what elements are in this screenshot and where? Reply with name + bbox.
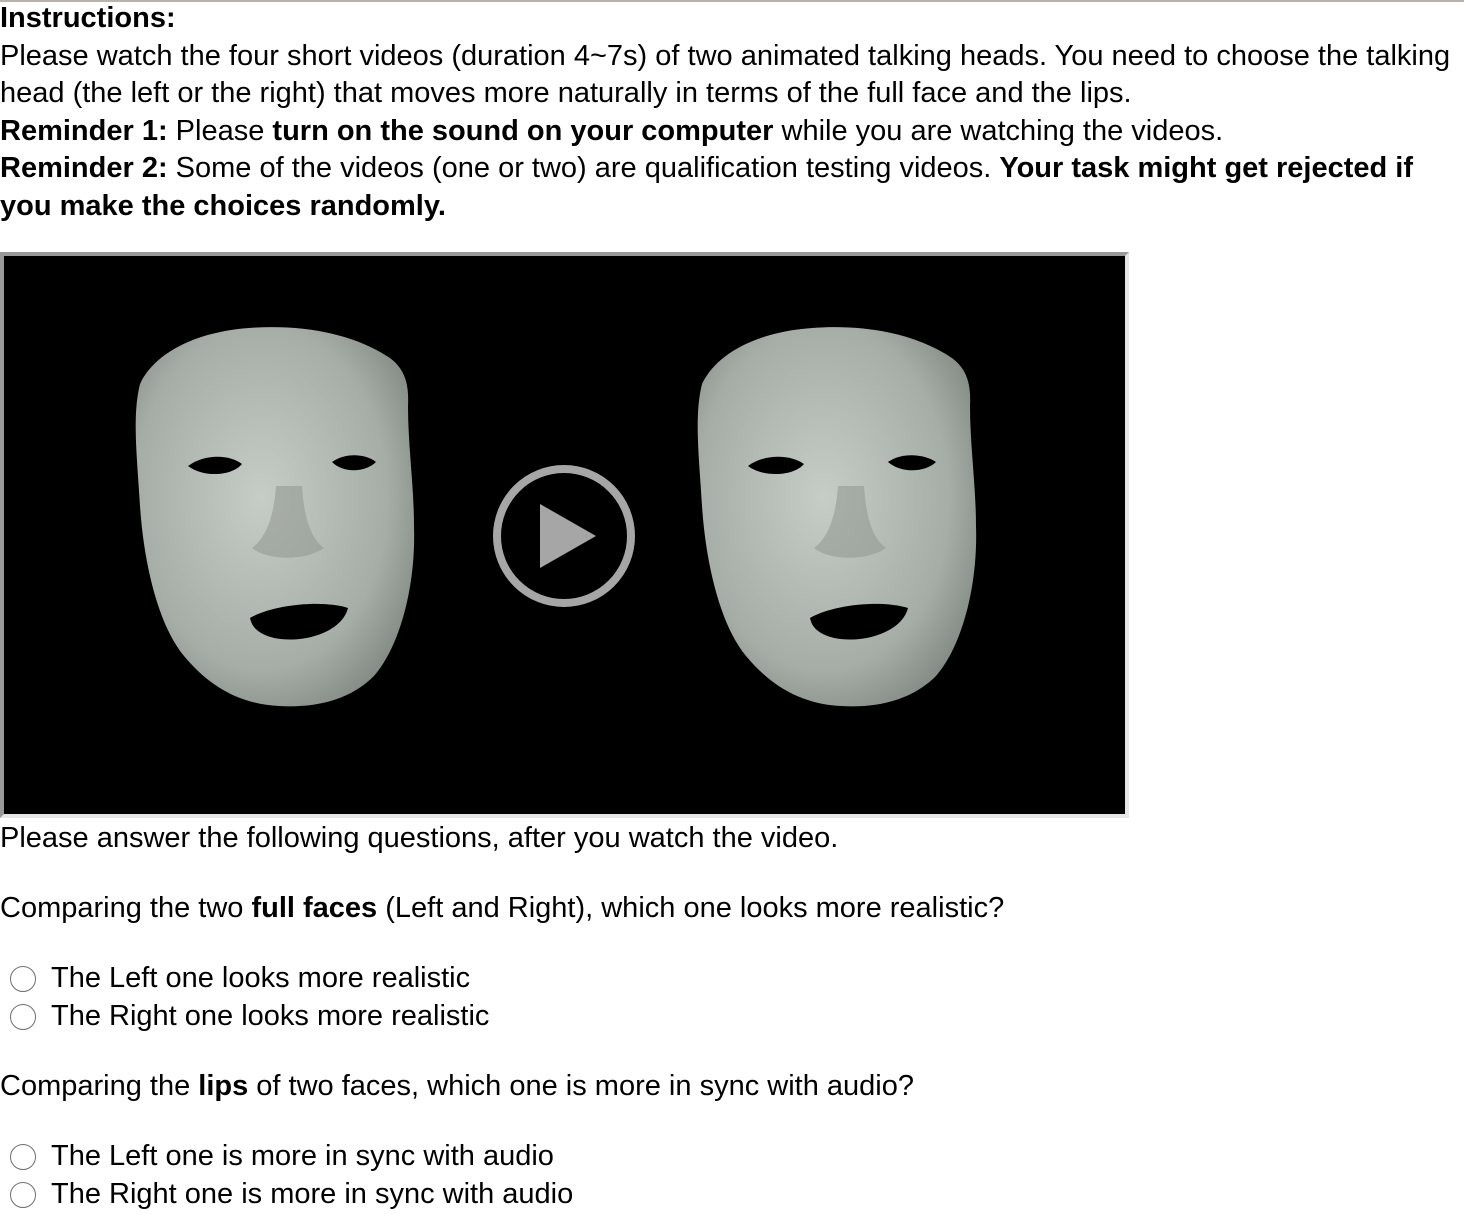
question-1-pre: Comparing the two bbox=[0, 892, 252, 924]
radio-option-right-realistic[interactable] bbox=[10, 998, 489, 1036]
reminder-1-emphasis: turn on the sound on your computer bbox=[272, 114, 774, 147]
radio-label: The Right one is more in sync with audio bbox=[51, 1178, 574, 1211]
radio-button[interactable] bbox=[10, 1144, 36, 1170]
reminder-1-label: Reminder 1: bbox=[0, 114, 168, 147]
radio-option-left-sync[interactable] bbox=[10, 1138, 554, 1176]
radio-button[interactable] bbox=[10, 1004, 36, 1030]
instructions-heading: Instructions: bbox=[0, 2, 176, 34]
answer-prompt: Please answer the following questions, after you watch the video. bbox=[0, 822, 839, 854]
question-lips bbox=[0, 1068, 1300, 1106]
question-full-faces bbox=[0, 890, 1300, 928]
reminder-1-pre: Please bbox=[167, 114, 273, 147]
question-2-emphasis: lips bbox=[198, 1070, 249, 1102]
radio-label: The Left one is more in sync with audio bbox=[51, 1140, 554, 1173]
question-1-post: (Left and Right), which one looks more realistic? bbox=[377, 892, 1005, 924]
question-2-post: of two faces, which one is more in sync with audio? bbox=[248, 1070, 914, 1102]
reminder-2 bbox=[0, 150, 1464, 225]
reminder-2-pre: Some of the videos (one or two) are qualification testing videos. bbox=[167, 152, 1000, 184]
reminder-2-emphasis: Your task might get rejected if you make the choices randomly. bbox=[0, 152, 1414, 222]
video-player[interactable] bbox=[0, 252, 1129, 818]
radio-option-right-sync[interactable] bbox=[10, 1176, 573, 1214]
radio-option-left-realistic[interactable] bbox=[10, 960, 470, 998]
instructions-block bbox=[0, 0, 1464, 225]
radio-button[interactable] bbox=[10, 1182, 36, 1208]
question-1-emphasis: full faces bbox=[251, 892, 378, 924]
question-2-pre: Comparing the bbox=[0, 1070, 199, 1102]
reminder-1-post: while you are watching the videos. bbox=[773, 114, 1224, 147]
reminder-1 bbox=[0, 113, 1464, 151]
radio-button[interactable] bbox=[10, 966, 36, 992]
radio-label: The Right one looks more realistic bbox=[51, 1000, 490, 1033]
radio-label: The Left one looks more realistic bbox=[51, 962, 471, 995]
reminder-2-label: Reminder 2: bbox=[0, 152, 168, 184]
instructions-body: Please watch the four short videos (duration 4~7s) of two animated talking heads. You need to choose the talking head (the left or the right) that moves more naturally in terms of the full face and the lips. bbox=[0, 39, 1451, 109]
